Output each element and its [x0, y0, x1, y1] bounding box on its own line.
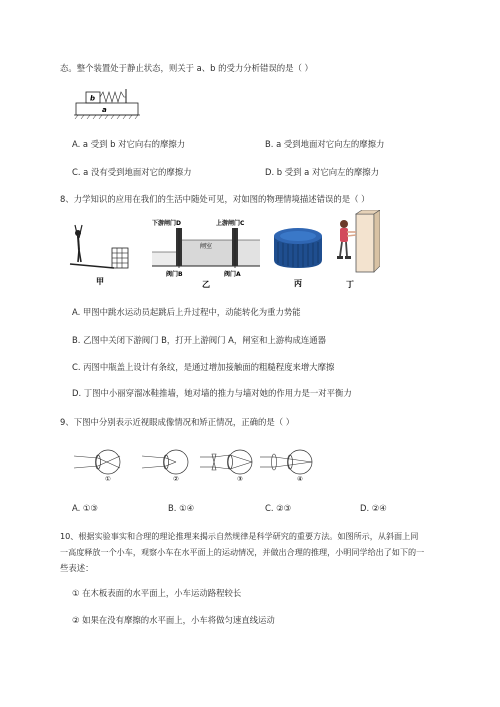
q9-label-3: ③	[237, 475, 243, 482]
q9-figure-3	[200, 446, 268, 482]
q7-option-a: A. a 受到 b 对它向右的摩擦力	[72, 139, 186, 149]
q7-option-d: D. b 受到 a 对它向左的摩擦力	[265, 167, 379, 177]
q10-item-1: ① 在木板表面的水平面上，小车运动路程较长	[72, 588, 242, 598]
q9-label-2: ②	[173, 475, 179, 482]
q10-item-2: ② 如果在没有摩擦的水平面上，小车将做匀速直线运动	[72, 615, 275, 625]
q9-option-a: A. ①③	[72, 503, 98, 513]
q8-figure-jia	[66, 218, 132, 290]
q8-label-jia: 甲	[96, 277, 104, 286]
q8-option-a: A. 甲图中跳水运动员起跳后上升过程中，动能转化为重力势能	[72, 307, 301, 317]
q8-figure-bing	[268, 222, 328, 290]
q8-option-d: D. 丁图中小丽穿溜冰鞋推墙，她对墙的推力与墙对她的作用力是一对平衡力	[72, 388, 352, 398]
q8-option-b: B. 乙图中关闭下游阀门 B，打开上游阀门 A，闸室和上游构成连通器	[72, 335, 326, 345]
q9-option-d: D. ②④	[360, 503, 387, 513]
q9-stem: 9、下图中分别表示近视眼成像情况和矫正情况，正确的是（ ）	[60, 417, 295, 427]
q7-option-c: C. a 没有受到地面对它的摩擦力	[72, 167, 192, 177]
q10-stem-line1: 10、根据实验事实和合理的理论推理来揭示自然规律是科学研究的重要方法。如图所示，从斜面上同	[60, 531, 419, 541]
q8-stem: 8、力学知识的应用在我们的生活中随处可见，对如图的物理情境描述错误的是（ ）	[60, 194, 370, 204]
q8-label-lower-gate: 下游闸门D	[152, 220, 181, 227]
q8-option-c: C. 丙图中瓶盖上设计有条纹，是通过增加接触面的粗糙程度来增大摩擦	[72, 362, 335, 372]
q8-label-chamber: 闸室	[200, 243, 213, 250]
q7-label-b: b	[90, 94, 96, 103]
q9-figure-1	[72, 446, 140, 482]
q7-stem: 态。整个装置处于静止状态，则关于 a、b 的受力分析错误的是（ ）	[60, 63, 313, 73]
q10-stem-line2: 一高度释放一个小车，观察小车在水平面上的运动情况，并做出合理的推理，小明同学给出了如下的一	[60, 547, 425, 557]
q10-stem-line3: 些表述：	[60, 563, 94, 573]
q8-label-valve-b: 阀门B	[166, 271, 183, 278]
q9-option-b: B. ①④	[168, 503, 195, 513]
q8-label-yi: 乙	[202, 280, 210, 289]
q9-option-c: C. ②③	[265, 503, 292, 513]
q8-label-valve-a: 阀门A	[224, 271, 241, 278]
q9-label-1: ①	[105, 475, 111, 482]
q8-label-ding: 丁	[346, 280, 354, 289]
q9-label-4: ④	[297, 475, 303, 482]
q8-label-bing: 丙	[294, 279, 302, 288]
q8-figure-yi	[150, 216, 262, 290]
q7-label-a: a	[102, 106, 107, 114]
q9-figure-4	[260, 446, 328, 482]
q9-figure-2	[140, 446, 208, 482]
q7-option-b: B. a 受到地面对它向左的摩擦力	[265, 139, 385, 149]
q8-figure-ding	[332, 210, 380, 290]
q7-figure	[74, 86, 140, 126]
q8-label-upper-gate: 上游闸门C	[216, 220, 245, 227]
